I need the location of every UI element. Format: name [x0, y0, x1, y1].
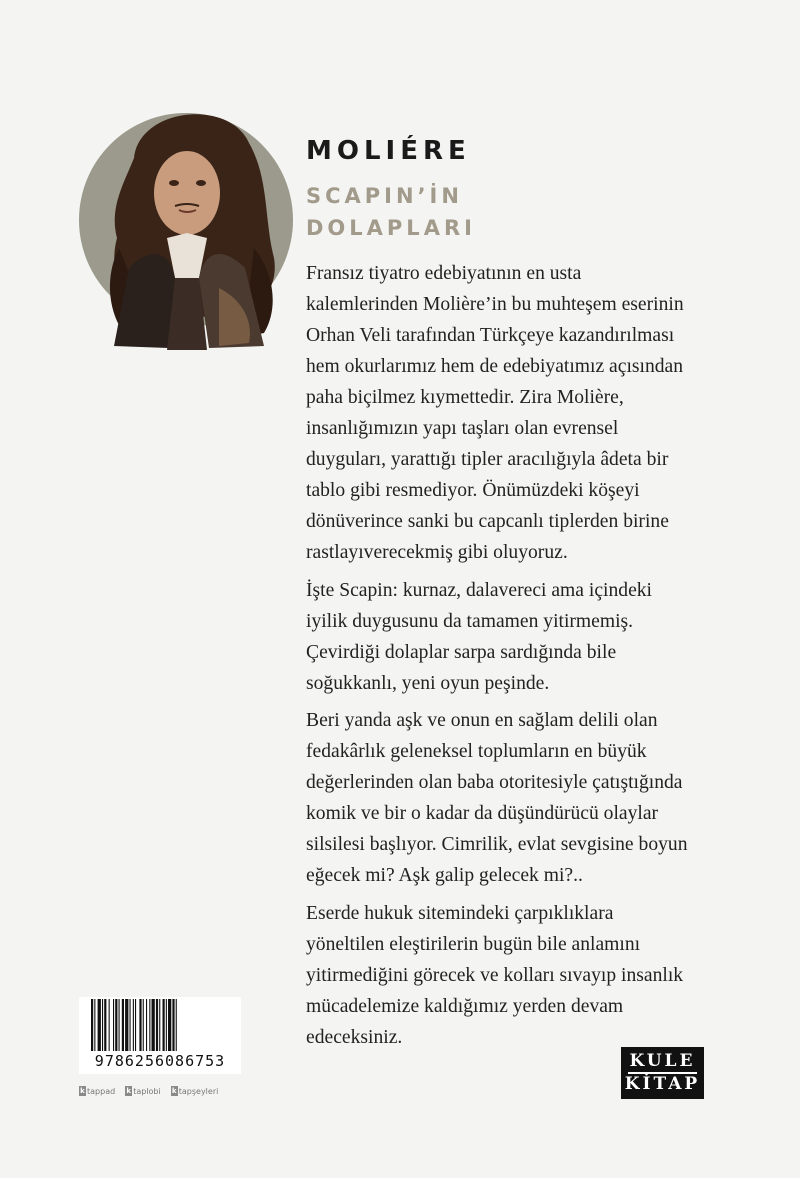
barcode-bar: [91, 999, 93, 1051]
barcode-bar: [143, 999, 144, 1051]
text-line: insanlığımızın yapı taşları olan evrensel: [306, 418, 619, 439]
text-line: paha biçilmez kıymettedir. Zira Molière,: [306, 387, 624, 408]
text-line: yitirmediğini görecek ve kolları sıvayıp insanlık: [306, 964, 684, 986]
book-title: [306, 180, 606, 244]
barcode-bar: [166, 999, 167, 1051]
barcode-bar: [104, 999, 106, 1051]
text-line: hem okurlarımız hem de edebiyatımız açısından: [306, 356, 684, 377]
text-line: duyguları, yarattığı tipler aracılığıyla âdeta bir: [306, 449, 669, 470]
vendor-logos: [79, 1084, 249, 1098]
text-line: tablo gibi resmediyor. Önümüzdeki köşeyi: [306, 480, 640, 501]
text-line: eğecek mi? Aşk galip gelecek mi?..: [306, 865, 583, 886]
barcode: [79, 997, 241, 1074]
text-line: fedakârlık geleneksel toplumların en büyük: [306, 741, 647, 762]
barcode-bar: [159, 999, 160, 1051]
barcode-bar: [172, 999, 174, 1051]
text-line: Çevirdiği dolaplar sarpa sardığında bile: [306, 641, 617, 663]
text-line: Fransız tiyatro edebiyatının en usta: [306, 263, 582, 284]
barcode-bar: [135, 999, 136, 1051]
text-line: edeceksiniz.: [306, 1026, 403, 1048]
barcode-bar: [125, 999, 128, 1051]
vendor-label: taplobi: [133, 1086, 161, 1096]
author-portrait: [79, 98, 293, 352]
text-line: Eserde hukuk sitemindeki çarpıklıklara: [306, 902, 614, 924]
barcode-bar: [133, 999, 134, 1051]
publisher-logo: [621, 1047, 704, 1099]
barcode-number: 9786256086753: [94, 1052, 226, 1070]
vendor-label: tapşeyleri: [178, 1086, 219, 1096]
barcode-bar: [130, 999, 131, 1051]
barcode-bar: [113, 999, 114, 1051]
paragraph-2: [306, 575, 726, 699]
barcode-bars: [79, 999, 241, 1055]
title-line-1: SCAPIN’İN: [306, 184, 463, 208]
paragraph-3: [306, 705, 726, 891]
barcode-bar: [98, 999, 101, 1051]
text-line: İşte Scapin: kurnaz, dalavereci ama içindeki: [306, 579, 652, 601]
blurb: [306, 258, 726, 1059]
text-line: dönüverince sanki bu capcanlı tiplerden birine: [306, 511, 669, 532]
barcode-bar: [102, 999, 103, 1051]
author-name: MOLIÉRE: [306, 136, 471, 166]
vendor-logo: k tapşeyleri: [171, 1086, 219, 1096]
text-line: soğukkanlı, yeni oyun peşinde.: [306, 672, 550, 694]
logo-line-2: KİTAP: [624, 1074, 701, 1094]
barcode-bar: [115, 999, 117, 1051]
text-line: yöneltilen eleştirilerin bugün bile anlamını: [306, 933, 641, 955]
barcode-bar: [149, 999, 150, 1051]
text-line: Orhan Veli tarafından Türkçeye kazandırılması: [306, 325, 675, 346]
text-line: kalemlerinden Molière’in bu muhteşem eserinin: [306, 294, 684, 315]
barcode-bar: [163, 999, 165, 1051]
barcode-bar: [94, 999, 95, 1051]
text-line: silsilesi başlıyor. Cimrilik, evlat sevgisine boyun: [306, 834, 688, 855]
barcode-bar: [176, 999, 177, 1051]
text-line: komik ve bir o kadar da düşündürücü olaylar: [306, 803, 659, 824]
title-line-2: DOLAPLARI: [306, 216, 476, 240]
paragraph-4: [306, 898, 726, 1053]
vendor-logo: k tappad: [80, 1086, 116, 1096]
text-line: değerlerinden olan baba otoritesiyle çatıştığında: [306, 772, 683, 793]
barcode-bar: [168, 999, 171, 1051]
barcode-bar: [139, 999, 141, 1051]
paragraph-1: [306, 258, 726, 568]
text-line: iyilik duygusunu da tamamen yitirmemiş.: [306, 610, 634, 632]
text-line: mücadelemize kaldığımız yerden devam: [306, 995, 624, 1017]
barcode-bar: [119, 999, 120, 1051]
barcode-bar: [122, 999, 124, 1051]
vendor-logo: k taplobi: [126, 1086, 161, 1096]
barcode-bar: [109, 999, 110, 1051]
text-line: rastlayıverecekmiş gibi oluyoruz.: [306, 542, 568, 563]
barcode-bar: [156, 999, 158, 1051]
barcode-bar: [146, 999, 147, 1051]
barcode-bar: [152, 999, 155, 1051]
logo-line-1: KULE: [628, 1051, 698, 1074]
text-line: Beri yanda aşk ve onun en sağlam delili olan: [306, 710, 658, 731]
vendor-label: tappad: [87, 1086, 116, 1096]
